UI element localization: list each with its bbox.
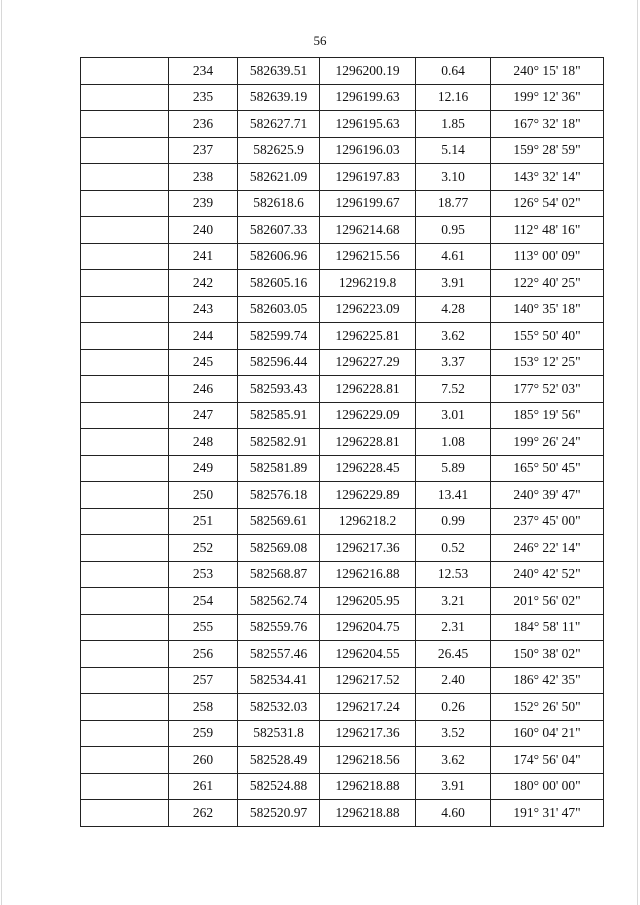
distance-cell: 3.62: [416, 747, 491, 774]
table-row: [81, 455, 604, 482]
distance-cell: 0.95: [416, 217, 491, 244]
y-coordinate-cell: 1296218.2: [320, 508, 416, 535]
distance-cell: 0.64: [416, 58, 491, 85]
distance-cell: 13.41: [416, 482, 491, 509]
point-number-cell: 244: [169, 323, 238, 350]
distance-cell: 4.60: [416, 800, 491, 827]
page-number: 56: [313, 33, 327, 48]
point-number-cell: 252: [169, 535, 238, 562]
table-row: [81, 349, 604, 376]
point-number-cell: 242: [169, 270, 238, 297]
group-cell: [81, 270, 169, 297]
point-number-cell: 249: [169, 455, 238, 482]
table-row: [81, 747, 604, 774]
coordinates-table-body: [81, 58, 604, 827]
group-cell: [81, 164, 169, 191]
group-cell: [81, 84, 169, 111]
table-row: [81, 323, 604, 350]
bearing-cell: 167° 32' 18": [491, 111, 604, 138]
bearing-cell: 199° 26' 24": [491, 429, 604, 456]
table-row: [81, 773, 604, 800]
y-coordinate-cell: 1296217.52: [320, 667, 416, 694]
y-coordinate-cell: 1296195.63: [320, 111, 416, 138]
y-coordinate-cell: 1296204.75: [320, 614, 416, 641]
x-coordinate-cell: 582581.89: [238, 455, 320, 482]
x-coordinate-cell: 582625.9: [238, 137, 320, 164]
table-row: [81, 561, 604, 588]
x-coordinate-cell: 582639.51: [238, 58, 320, 85]
group-cell: [81, 58, 169, 85]
distance-cell: 5.14: [416, 137, 491, 164]
bearing-cell: 112° 48' 16": [491, 217, 604, 244]
table-row: [81, 58, 604, 85]
y-coordinate-cell: 1296214.68: [320, 217, 416, 244]
distance-cell: 3.01: [416, 402, 491, 429]
x-coordinate-cell: 582520.97: [238, 800, 320, 827]
distance-cell: 0.99: [416, 508, 491, 535]
group-cell: [81, 323, 169, 350]
y-coordinate-cell: 1296199.67: [320, 190, 416, 217]
y-coordinate-cell: 1296227.29: [320, 349, 416, 376]
y-coordinate-cell: 1296223.09: [320, 296, 416, 323]
table-row: [81, 402, 604, 429]
table-row: [81, 508, 604, 535]
x-coordinate-cell: 582576.18: [238, 482, 320, 509]
table-row: [81, 429, 604, 456]
y-coordinate-cell: 1296215.56: [320, 243, 416, 270]
y-coordinate-cell: 1296217.36: [320, 720, 416, 747]
bearing-cell: 174° 56' 04": [491, 747, 604, 774]
point-number-cell: 260: [169, 747, 238, 774]
group-cell: [81, 376, 169, 403]
x-coordinate-cell: 582605.16: [238, 270, 320, 297]
point-number-cell: 240: [169, 217, 238, 244]
group-cell: [81, 588, 169, 615]
y-coordinate-cell: 1296229.89: [320, 482, 416, 509]
bearing-cell: 246° 22' 14": [491, 535, 604, 562]
y-coordinate-cell: 1296225.81: [320, 323, 416, 350]
y-coordinate-cell: 1296204.55: [320, 641, 416, 668]
x-coordinate-cell: 582532.03: [238, 694, 320, 721]
scan-edge-left: [1, 0, 2, 905]
x-coordinate-cell: 582606.96: [238, 243, 320, 270]
distance-cell: 0.52: [416, 535, 491, 562]
x-coordinate-cell: 582603.05: [238, 296, 320, 323]
point-number-cell: 253: [169, 561, 238, 588]
distance-cell: 3.91: [416, 270, 491, 297]
y-coordinate-cell: 1296219.8: [320, 270, 416, 297]
point-number-cell: 243: [169, 296, 238, 323]
y-coordinate-cell: 1296218.56: [320, 747, 416, 774]
bearing-cell: 126° 54' 02": [491, 190, 604, 217]
distance-cell: 3.10: [416, 164, 491, 191]
group-cell: [81, 482, 169, 509]
point-number-cell: 250: [169, 482, 238, 509]
y-coordinate-cell: 1296205.95: [320, 588, 416, 615]
group-cell: [81, 747, 169, 774]
bearing-cell: 153° 12' 25": [491, 349, 604, 376]
x-coordinate-cell: 582534.41: [238, 667, 320, 694]
distance-cell: 3.91: [416, 773, 491, 800]
group-cell: [81, 694, 169, 721]
table-row: [81, 137, 604, 164]
group-cell: [81, 111, 169, 138]
point-number-cell: 238: [169, 164, 238, 191]
point-number-cell: 241: [169, 243, 238, 270]
point-number-cell: 237: [169, 137, 238, 164]
x-coordinate-cell: 582585.91: [238, 402, 320, 429]
y-coordinate-cell: 1296218.88: [320, 773, 416, 800]
x-coordinate-cell: 582528.49: [238, 747, 320, 774]
distance-cell: 12.53: [416, 561, 491, 588]
bearing-cell: 199° 12' 36": [491, 84, 604, 111]
table-row: [81, 614, 604, 641]
point-number-cell: 235: [169, 84, 238, 111]
group-cell: [81, 429, 169, 456]
bearing-cell: 240° 39' 47": [491, 482, 604, 509]
bearing-cell: 113° 00' 09": [491, 243, 604, 270]
point-number-cell: 247: [169, 402, 238, 429]
table-row: [81, 84, 604, 111]
group-cell: [81, 349, 169, 376]
table-row: [81, 376, 604, 403]
x-coordinate-cell: 582593.43: [238, 376, 320, 403]
point-number-cell: 251: [169, 508, 238, 535]
y-coordinate-cell: 1296228.45: [320, 455, 416, 482]
point-number-cell: 262: [169, 800, 238, 827]
point-number-cell: 258: [169, 694, 238, 721]
table-row: [81, 641, 604, 668]
point-number-cell: 248: [169, 429, 238, 456]
x-coordinate-cell: 582524.88: [238, 773, 320, 800]
group-cell: [81, 508, 169, 535]
distance-cell: 3.62: [416, 323, 491, 350]
x-coordinate-cell: 582621.09: [238, 164, 320, 191]
table-row: [81, 720, 604, 747]
distance-cell: 3.37: [416, 349, 491, 376]
distance-cell: 5.89: [416, 455, 491, 482]
coordinates-table: [80, 57, 604, 827]
y-coordinate-cell: 1296218.88: [320, 800, 416, 827]
x-coordinate-cell: 582531.8: [238, 720, 320, 747]
bearing-cell: 165° 50' 45": [491, 455, 604, 482]
x-coordinate-cell: 582607.33: [238, 217, 320, 244]
table-row: [81, 111, 604, 138]
table-row: [81, 243, 604, 270]
x-coordinate-cell: 582618.6: [238, 190, 320, 217]
distance-cell: 18.77: [416, 190, 491, 217]
x-coordinate-cell: 582596.44: [238, 349, 320, 376]
distance-cell: 7.52: [416, 376, 491, 403]
bearing-cell: 186° 42' 35": [491, 667, 604, 694]
table-row: [81, 535, 604, 562]
group-cell: [81, 137, 169, 164]
y-coordinate-cell: 1296228.81: [320, 376, 416, 403]
point-number-cell: 245: [169, 349, 238, 376]
x-coordinate-cell: 582557.46: [238, 641, 320, 668]
group-cell: [81, 535, 169, 562]
bearing-cell: 143° 32' 14": [491, 164, 604, 191]
group-cell: [81, 720, 169, 747]
x-coordinate-cell: 582568.87: [238, 561, 320, 588]
group-cell: [81, 667, 169, 694]
x-coordinate-cell: 582559.76: [238, 614, 320, 641]
table-row: [81, 482, 604, 509]
distance-cell: 3.21: [416, 588, 491, 615]
distance-cell: 2.31: [416, 614, 491, 641]
y-coordinate-cell: 1296216.88: [320, 561, 416, 588]
y-coordinate-cell: 1296200.19: [320, 58, 416, 85]
table-row: [81, 667, 604, 694]
table-row: [81, 800, 604, 827]
bearing-cell: 150° 38' 02": [491, 641, 604, 668]
distance-cell: 4.28: [416, 296, 491, 323]
group-cell: [81, 614, 169, 641]
point-number-cell: 254: [169, 588, 238, 615]
y-coordinate-cell: 1296217.36: [320, 535, 416, 562]
group-cell: [81, 217, 169, 244]
y-coordinate-cell: 1296228.81: [320, 429, 416, 456]
group-cell: [81, 561, 169, 588]
table-row: [81, 270, 604, 297]
table-row: [81, 190, 604, 217]
x-coordinate-cell: 582627.71: [238, 111, 320, 138]
group-cell: [81, 243, 169, 270]
group-cell: [81, 800, 169, 827]
bearing-cell: 152° 26' 50": [491, 694, 604, 721]
bearing-cell: 140° 35' 18": [491, 296, 604, 323]
bearing-cell: 237° 45' 00": [491, 508, 604, 535]
point-number-cell: 261: [169, 773, 238, 800]
bearing-cell: 191° 31' 47": [491, 800, 604, 827]
bearing-cell: 185° 19' 56": [491, 402, 604, 429]
bearing-cell: 177° 52' 03": [491, 376, 604, 403]
group-cell: [81, 455, 169, 482]
y-coordinate-cell: 1296196.03: [320, 137, 416, 164]
bearing-cell: 180° 00' 00": [491, 773, 604, 800]
x-coordinate-cell: 582639.19: [238, 84, 320, 111]
x-coordinate-cell: 582569.08: [238, 535, 320, 562]
group-cell: [81, 296, 169, 323]
bearing-cell: 240° 15' 18": [491, 58, 604, 85]
distance-cell: 12.16: [416, 84, 491, 111]
point-number-cell: 236: [169, 111, 238, 138]
group-cell: [81, 641, 169, 668]
point-number-cell: 246: [169, 376, 238, 403]
point-number-cell: 239: [169, 190, 238, 217]
scan-edge-right: [637, 0, 638, 905]
point-number-cell: 234: [169, 58, 238, 85]
table-row: [81, 217, 604, 244]
table-row: [81, 588, 604, 615]
bearing-cell: 184° 58' 11": [491, 614, 604, 641]
point-number-cell: 257: [169, 667, 238, 694]
x-coordinate-cell: 582569.61: [238, 508, 320, 535]
point-number-cell: 256: [169, 641, 238, 668]
table-row: [81, 694, 604, 721]
bearing-cell: 240° 42' 52": [491, 561, 604, 588]
table-row: [81, 296, 604, 323]
group-cell: [81, 773, 169, 800]
distance-cell: 1.08: [416, 429, 491, 456]
group-cell: [81, 402, 169, 429]
x-coordinate-cell: 582582.91: [238, 429, 320, 456]
bearing-cell: 122° 40' 25": [491, 270, 604, 297]
x-coordinate-cell: 582562.74: [238, 588, 320, 615]
point-number-cell: 259: [169, 720, 238, 747]
bearing-cell: 160° 04' 21": [491, 720, 604, 747]
group-cell: [81, 190, 169, 217]
bearing-cell: 201° 56' 02": [491, 588, 604, 615]
distance-cell: 4.61: [416, 243, 491, 270]
y-coordinate-cell: 1296217.24: [320, 694, 416, 721]
distance-cell: 3.52: [416, 720, 491, 747]
distance-cell: 0.26: [416, 694, 491, 721]
table-row: [81, 164, 604, 191]
distance-cell: 1.85: [416, 111, 491, 138]
y-coordinate-cell: 1296197.83: [320, 164, 416, 191]
distance-cell: 26.45: [416, 641, 491, 668]
bearing-cell: 155° 50' 40": [491, 323, 604, 350]
y-coordinate-cell: 1296199.63: [320, 84, 416, 111]
y-coordinate-cell: 1296229.09: [320, 402, 416, 429]
x-coordinate-cell: 582599.74: [238, 323, 320, 350]
distance-cell: 2.40: [416, 667, 491, 694]
point-number-cell: 255: [169, 614, 238, 641]
bearing-cell: 159° 28' 59": [491, 137, 604, 164]
